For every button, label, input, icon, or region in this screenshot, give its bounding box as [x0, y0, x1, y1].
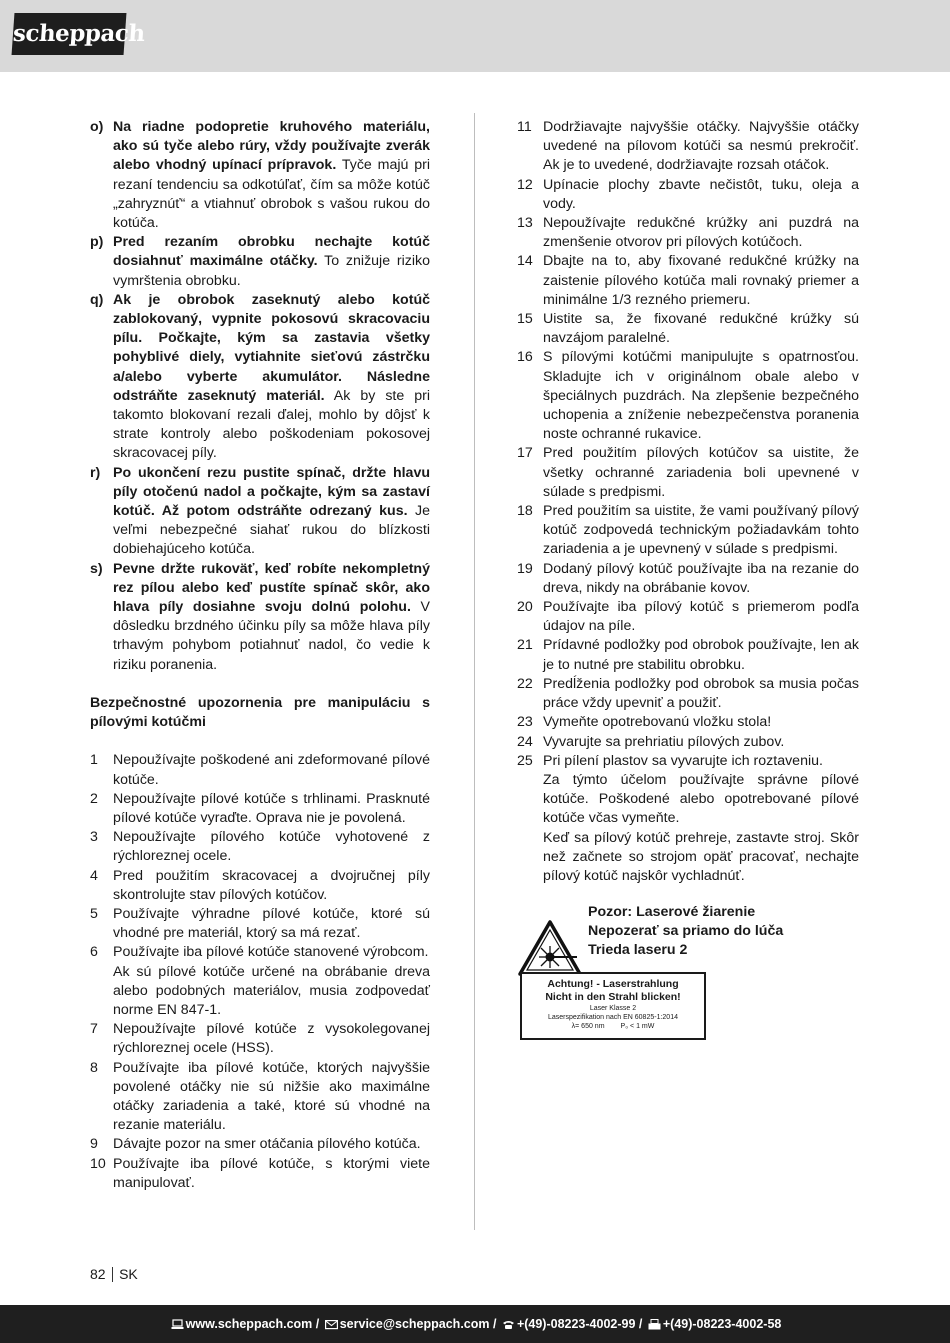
- label-line: Achtung! - Laserstrahlung: [547, 978, 679, 990]
- label-line: Laserspezifikation nach EN 60825-1:2014: [548, 1014, 678, 1021]
- item-number: 12: [517, 176, 533, 193]
- item-text: Dbajte na to, aby fixované redukčné krúžky na zaistenie pílového kotúča mali rovnaký priemer a minimálne 1/3 rezného priemeru.: [543, 253, 859, 308]
- label-line: Laser Klasse 2: [589, 1005, 637, 1012]
- item-text: [113, 560, 430, 675]
- item-text: Upínacie plochy zbavte nečistôt, tuku, oleja a vody.: [543, 176, 859, 212]
- numbered-item: [90, 943, 430, 1020]
- item-number: 19: [517, 560, 533, 577]
- item-text: Dodržiavajte najvyššie otáčky. Najvyššie otáčky uvedené na pílovom kotúči sa nesmú prekročiť. Ak je to uvedené, dodržiavajte rozsah otáčok.: [543, 119, 859, 174]
- item-label: q): [90, 291, 104, 308]
- laser-class-label: [520, 972, 706, 1040]
- right-column: [517, 118, 859, 886]
- item-text: Pred použitím skracovacej a dvojručnej píly skontrolujte stav pílových kotúčov.: [113, 867, 430, 903]
- item-text: [113, 233, 430, 291]
- numbered-item: [517, 214, 859, 252]
- item-para: Pri pílení plastov sa vyvarujte ich roztaveniu.: [543, 752, 823, 769]
- list-item: [90, 118, 430, 233]
- item-number: 10: [90, 1155, 106, 1172]
- numbered-item: [90, 1155, 430, 1193]
- numbered-item: [90, 1135, 430, 1154]
- item-number: 8: [90, 1059, 98, 1076]
- numbered-item: [90, 1020, 430, 1058]
- computer-icon: [171, 1319, 184, 1330]
- item-number: 5: [90, 905, 98, 922]
- laser-title-line: Trieda laseru 2: [588, 942, 688, 959]
- item-text: Prídavné podložky pod obrobok používajte, len ak je to nutné pre stabilitu obrobku.: [543, 637, 859, 673]
- numbered-item: [90, 790, 430, 828]
- item-bold: Pred rezaním obrobku nechajte kotúč dosiahnuť maximálne otáčky.: [113, 234, 430, 270]
- numbered-item: [517, 636, 859, 674]
- item-number: 25: [517, 752, 533, 769]
- item-number: 24: [517, 733, 533, 750]
- item-number: 9: [90, 1136, 98, 1153]
- item-text: Dávajte pozor na smer otáčania pílového kotúča.: [113, 1136, 421, 1153]
- item-text: S pílovými kotúčmi manipulujte s opatrnosťou. Skladujte ich v originálnom obale alebo v špeciálnych puzdrách. Na zlepšenie bezpečného uchopenia a zníženie nebezpečenstva poranenia noste ochranné rukavice.: [543, 349, 859, 443]
- item-text: Používajte iba pílový kotúč s priemerom podľa údajov na píle.: [543, 599, 859, 635]
- item-plain: Ak by ste pri takomto blokovaní rezali ďalej, mohlo by dôjsť k strate kontroly alebo poškodeniam pokosovej skracovacej píly.: [113, 387, 431, 462]
- wavelength-value: λ= 650 nm: [571, 1023, 605, 1030]
- item-number: 21: [517, 637, 533, 654]
- numbered-item: [517, 713, 859, 732]
- item-text: Nepoužívajte redukčné krúžky ani puzdrá na zmenšenie otvorov pri pílových kotúčoch.: [543, 215, 859, 251]
- fax-number[interactable]: +(49)-08223-4002-58: [662, 1317, 782, 1331]
- item-text: Používajte iba pílové kotúče, s ktorými viete manipulovať.: [113, 1155, 430, 1191]
- item-number: 14: [517, 253, 533, 270]
- list-item: [90, 233, 430, 291]
- item-number: 4: [90, 867, 98, 884]
- item-number: 23: [517, 714, 533, 731]
- label-line: [526, 1022, 700, 1031]
- item-para: Používajte iba pílové kotúče stanovené výrobcom.: [113, 944, 429, 961]
- left-column: [90, 118, 430, 1193]
- item-bold: Na riadne podopretie kruhového materiálu, ako sú tyče alebo rúry, vždy používajte zverák alebo vhodný upínací prípravok.: [113, 119, 430, 174]
- item-para: Keď sa pílový kotúč prehreje, zastavte stroj. Skôr než začnete so strojom opäť pracovať, nechajte pílový kotúč najskôr vychladnúť.: [543, 829, 859, 884]
- page-number-value: 82: [90, 1266, 106, 1282]
- item-text: Nepoužívajte pílové kotúče s trhlinami. Prasknuté pílové kotúče vyraďte. Oprava nie je povolená.: [113, 790, 430, 826]
- numbered-item: [517, 560, 859, 598]
- item-text: [113, 943, 430, 1020]
- numbered-item: [90, 828, 430, 866]
- item-text: Uistite sa, že fixované redukčné krúžky sú navzájom paralelné.: [543, 311, 859, 347]
- laser-title-line: Nepozerať sa priamo do lúča: [588, 923, 784, 940]
- power-value: P₀ < 1 mW: [620, 1023, 655, 1030]
- item-number: 7: [90, 1021, 98, 1038]
- list-item: [90, 560, 430, 675]
- item-number: 20: [517, 599, 533, 616]
- item-label: s): [90, 560, 103, 577]
- item-bold: Pevne držte rukoväť, keď robíte nekompletný rez pílou alebo keď pustíte spínač skôr, ako hlava píly dosiahne svoju dolnú polohu.: [113, 560, 430, 616]
- item-text: [113, 291, 430, 464]
- item-label: r): [90, 464, 101, 481]
- numbered-item: [517, 752, 859, 886]
- item-para: Za týmto účelom používajte správne pílové kotúče. Poškodené alebo opotrebované pílové kotúče včas vymeňte.: [543, 771, 859, 827]
- laser-warning-icon: [517, 919, 583, 977]
- laser-warning-text: [588, 903, 828, 961]
- numbered-item: [90, 1059, 430, 1136]
- item-plain: V dôsledku brzdného účinku píly sa môže hlava píly trhavým pohybom potiahnuť nadol, čo vedie k riziku poranenia.: [113, 599, 430, 673]
- list-item: [90, 291, 430, 464]
- laser-warning: [517, 903, 817, 1053]
- item-text: Vyvarujte sa prehriatiu pílových zubov.: [543, 733, 785, 750]
- item-plain: Je veľmi nebezpečné siahať rukou do blízkosti dobiehajúceho kotúča.: [113, 503, 430, 558]
- fax-icon: [648, 1319, 661, 1330]
- numbered-item: [517, 176, 859, 214]
- item-number: 3: [90, 829, 98, 846]
- numbered-item: [517, 675, 859, 713]
- column-divider: [474, 113, 475, 1230]
- item-text: Nepoužívajte pílového kotúče vyhotovené z rýchloreznej ocele.: [113, 829, 430, 865]
- numbered-item: [517, 598, 859, 636]
- numbered-item: [517, 310, 859, 348]
- website-link[interactable]: www.scheppach.com /: [185, 1317, 320, 1331]
- item-number: 2: [90, 790, 98, 807]
- email-link[interactable]: service@scheppach.com /: [339, 1317, 497, 1331]
- numbered-item: [90, 905, 430, 943]
- item-text: [113, 118, 430, 233]
- item-number: 18: [517, 503, 533, 520]
- item-number: 17: [517, 445, 533, 462]
- item-label: p): [90, 234, 104, 251]
- mail-icon: [325, 1319, 338, 1330]
- numbered-item: [90, 867, 430, 905]
- item-text: Pred použitím pílových kotúčov sa uistite, že všetky ochranné zariadenia boli upevnené v súlade s predpismi.: [543, 445, 859, 500]
- item-bold: Po ukončení rezu pustite spínač, držte hlavu píly otočenú nadol a počkajte, kým sa zastaví kotúč. Až potom odstráňte odrezaný kus.: [113, 464, 430, 520]
- item-label: o): [90, 119, 104, 135]
- footer-bar: [0, 1305, 950, 1343]
- numbered-item: [517, 733, 859, 752]
- item-text: [113, 464, 430, 560]
- language-code: SK: [119, 1266, 138, 1282]
- item-number: 1: [90, 752, 98, 769]
- numbered-item: [90, 751, 430, 789]
- numbered-item: [517, 252, 859, 310]
- item-number: 11: [517, 119, 532, 135]
- list-item: [90, 464, 430, 560]
- label-line: Nicht in den Strahl blicken!: [545, 991, 681, 1003]
- item-text: Dodaný pílový kotúč používajte iba na rezanie do dreva, nikdy na obrábanie kovov.: [543, 560, 859, 596]
- section-title: Bezpečnostné upozornenia pre manipuláciu s pílovými kotúčmi: [90, 694, 430, 731]
- numbered-item: [517, 502, 859, 560]
- item-plain: Tyče majú pri rezaní tendenciu sa odkotúľať, čím sa môže kotúč „zahryznúť“ a vtiahnuť obrobok s vašou rukou do kotúča.: [113, 157, 430, 232]
- item-text: Predĺženia podložky pod obrobok sa musia počas práce vždy upevniť a použiť.: [543, 675, 859, 712]
- numbered-item: [517, 348, 859, 444]
- item-text: [543, 752, 859, 886]
- item-number: 22: [517, 675, 533, 692]
- item-number: 16: [517, 349, 533, 366]
- item-text: Nepoužívajte poškodené ani zdeformované pílové kotúče.: [113, 752, 430, 788]
- item-para: Ak sú pílové kotúče určené na obrábanie dreva alebo podobných materiálov, musia zodpovedať norme EN 847-1.: [113, 963, 430, 1018]
- item-text: Používajte výhradne pílové kotúče, ktoré sú vhodné pre materiál, ktorý sa má rezať.: [113, 905, 430, 942]
- header-bar: [0, 0, 950, 72]
- brand-logo: scheppach: [12, 13, 127, 55]
- item-number: 13: [517, 215, 533, 232]
- separator: [112, 1267, 114, 1282]
- laser-title-line: Pozor: Laserové žiarenie: [588, 904, 756, 920]
- numbered-item: [517, 118, 859, 176]
- item-text: Pred použitím sa uistite, že vami používaný pílový kotúč zodpovedá technickým požiadavkám tohto zariadenia a je upevnený v súlade s predpismi.: [543, 503, 859, 558]
- item-plain: To znižuje riziko vymrštenia obrobku.: [113, 253, 430, 289]
- page-number: [90, 1266, 138, 1283]
- numbered-item: [517, 444, 859, 502]
- item-text: Nepoužívajte pílové kotúče z vysokolegovanej rýchloreznej ocele (HSS).: [113, 1021, 430, 1057]
- item-text: Používajte iba pílové kotúče, ktorých najvyššie povolené otáčky nie sú nižšie ako maximálne otáčky zariadenia a také, ktoré sú vhodné na rezanie materiálu.: [113, 1059, 430, 1134]
- item-bold: Ak je obrobok zaseknutý alebo kotúč zablokovaný, vypnite pokosovú skracovaciu pílu. Počkajte, kým sa zastavia všetky pohyblivé diely, vytiahnite sieťovú zástrčku a/alebo vyberte akumulátor. Následne odstráňte zaseknutý materiál.: [113, 291, 430, 404]
- item-number: 6: [90, 944, 98, 961]
- item-text: Vymeňte opotrebovanú vložku stola!: [543, 714, 772, 731]
- item-number: 15: [517, 311, 533, 328]
- phone-icon: [502, 1319, 515, 1330]
- phone-number[interactable]: +(49)-08223-4002-99 /: [516, 1317, 643, 1331]
